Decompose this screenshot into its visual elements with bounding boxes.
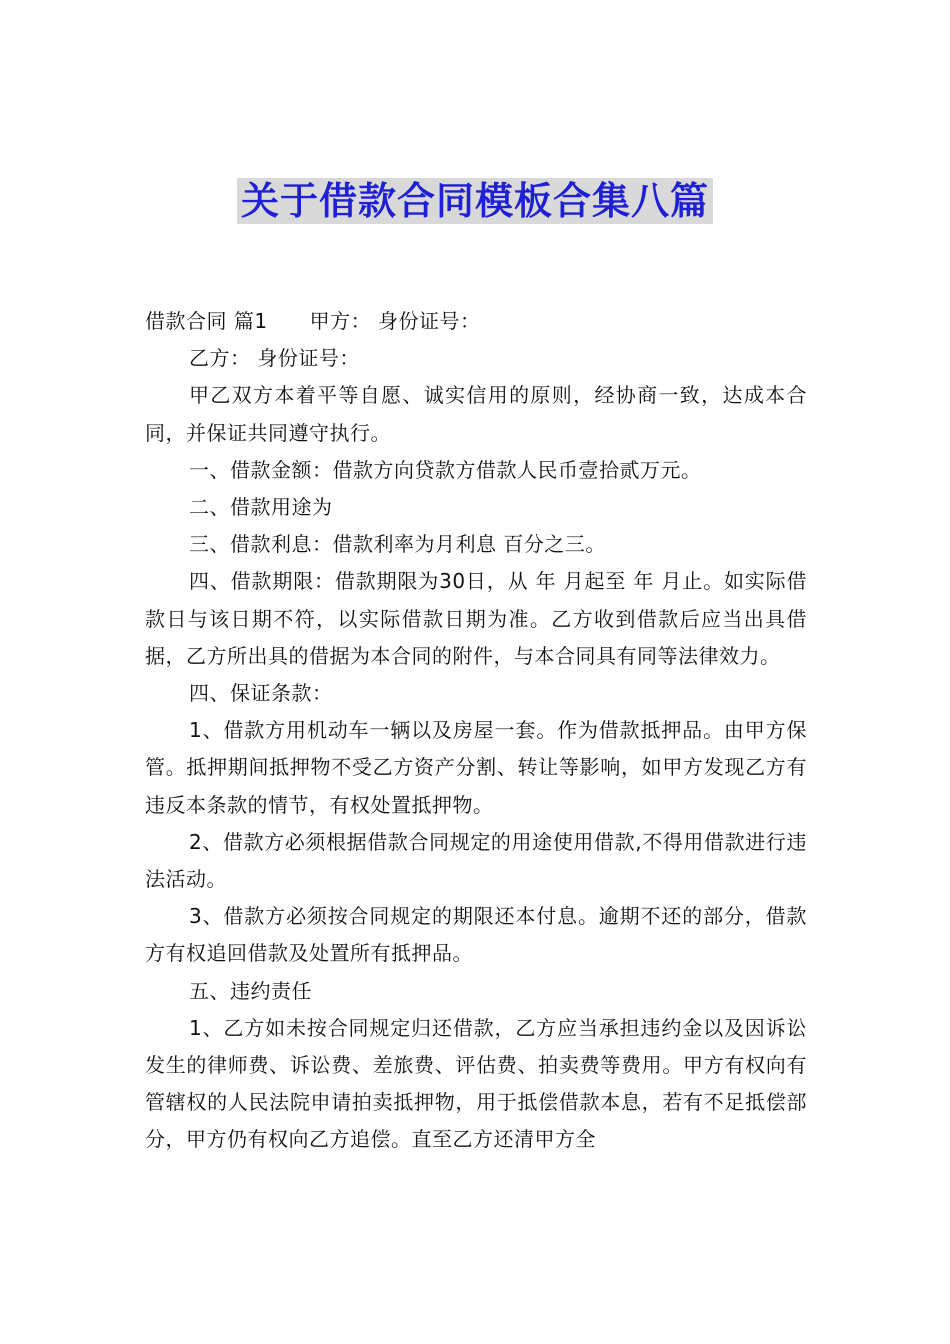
first-line: [145, 303, 807, 340]
title-block: [0, 178, 950, 224]
paragraph: 四、保证条款：: [189, 681, 333, 706]
paragraph: 五、违约责任: [189, 978, 312, 1003]
paragraph: 1、借款方用机动车一辆以及房屋一套。作为借款抵押品。由甲方保管。抵押期间抵押物不受乙方资产分割、转让等影响，如甲方发现乙方有违反本条款的情节，有权处置抵押物。: [145, 718, 807, 817]
contract-heading: 借款合同 篇1: [145, 309, 268, 333]
paragraph: 一、借款金额：借款方向贷款方借款人民币壹拾贰万元。: [189, 457, 702, 482]
paragraph: 二、借款用途为: [189, 495, 333, 520]
paragraph: 甲乙双方本着平等自愿、诚实信用的原则，经协商一致，达成本合同，并保证共同遵守执行。: [145, 383, 807, 445]
paragraph: 乙方： 身份证号：: [189, 346, 360, 371]
paragraph: 四、借款期限：借款期限为30日，从 年 月起至 年 月止。如实际借款日与该日期不符，以实际借款日期为准。乙方收到借款后应当出具借据，乙方所出具的借据为本合同的附件，与本合同具有同等法律效力。: [145, 569, 807, 668]
document-body: [145, 303, 807, 1159]
document-title: 关于借款合同模板合集八篇: [237, 178, 713, 224]
paragraph: 3、借款方必须按合同规定的期限还本付息。逾期不还的部分，借款方有权追回借款及处置所有抵押品。: [145, 904, 807, 966]
paragraph: 三、借款利息：借款利率为月利息 百分之三。: [189, 532, 606, 557]
paragraph: 2、借款方必须根据借款合同规定的用途使用借款,不得用借款进行违法活动。: [145, 829, 807, 892]
paragraph: 1、乙方如未按合同规定归还借款，乙方应当承担违约金以及因诉讼发生的律师费、诉讼费、差旅费、评估费、拍卖费等费用。甲方有权向有管辖权的人民法院申请拍卖抵押物，用于抵偿借款本息，若有不足抵偿部分，甲方仍有权向乙方追偿。直至乙方还清甲方全: [145, 1015, 807, 1152]
party-a-line: 甲方： 身份证号：: [309, 309, 481, 333]
